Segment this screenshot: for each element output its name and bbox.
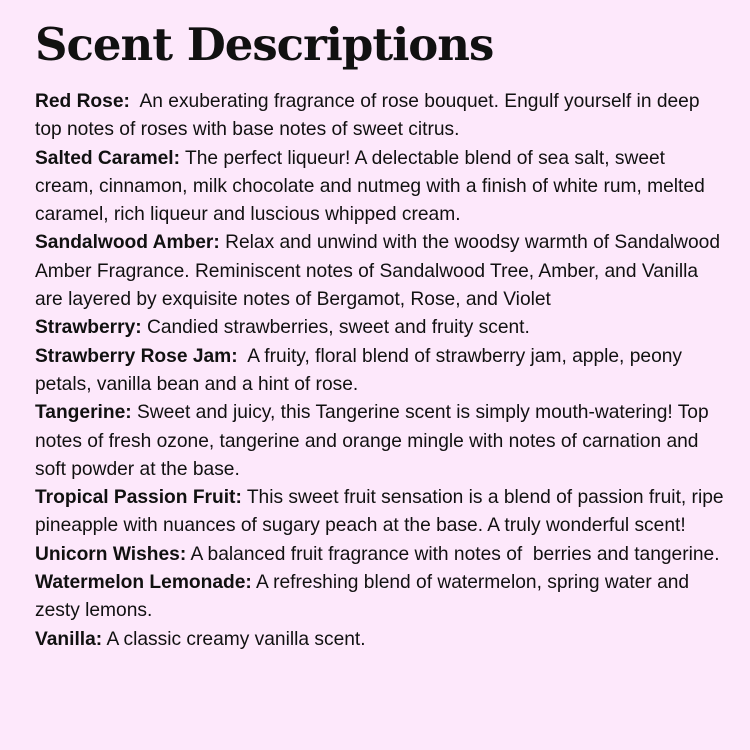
scent-name: Tropical Passion Fruit: [35, 487, 242, 509]
scent-description: A fruity, floral blend of strawberry jam, apple, peony petals, vanilla bean and a hint of rose. [35, 345, 688, 395]
scent-description: Candied strawberries, sweet and fruity scent. [141, 317, 530, 339]
scent-description: A refreshing blend of watermelon, spring water and zesty lemons. [35, 572, 695, 622]
scent-name: Sandalwood Amber: [35, 232, 220, 254]
scent-entry-watermelon-lemonade [35, 569, 725, 626]
scent-name: Vanilla: [35, 628, 103, 650]
scent-name: Salted Caramel: [35, 147, 181, 169]
scent-entry-tropical-passion-fruit [35, 484, 729, 541]
scent-entry-strawberry-rose-jam [35, 343, 725, 400]
scent-name: Strawberry: [35, 317, 142, 339]
scent-entry-sandalwood-amber [35, 229, 725, 314]
page-title: Scent Descriptions [35, 18, 494, 71]
scent-list [35, 88, 729, 654]
scent-description: The perfect liqueur! A delectable blend of sea salt, sweet cream, cinnamon, milk chocolate and nutmeg with a finish of white rum, melted caramel, rich liqueur and luscious whipped cream. [35, 147, 711, 226]
scent-name: Strawberry Rose Jam: [35, 345, 238, 367]
scent-entry-strawberry [35, 314, 725, 342]
scent-description: Sweet and juicy, this Tangerine scent is simply mouth-watering! Top notes of fresh ozone, tangerine and orange mingle with notes of carnation and soft powder at the base. [35, 402, 714, 480]
scent-description: This sweet fruit sensation is a blend of passion fruit, ripe pineapple with nuances of sugary peach at the base. A truly wonderful scent! [35, 487, 729, 537]
scent-description: An exuberating fragrance of rose bouquet. Engulf yourself in deep top notes of roses with base notes of sweet citrus. [35, 91, 705, 141]
scent-description: A balanced fruit fragrance with notes of berries and tangerine. [186, 543, 720, 565]
scent-entry-unicorn-wishes [35, 541, 725, 569]
scent-name: Tangerine: [35, 402, 132, 424]
scent-name: Unicorn Wishes: [35, 543, 187, 565]
scent-name: Red Rose: [35, 91, 130, 112]
scent-entry-tangerine [35, 399, 725, 484]
scent-description: Relax and unwind with the woodsy warmth of Sandalwood Amber Fragrance. Reminiscent notes of Sandalwood Tree, Amber, and Vanilla are layered by exquisite notes of Bergamot, Rose, and Violet [35, 232, 725, 311]
scent-descriptions-page [35, 14, 729, 654]
scent-name: Watermelon Lemonade: [35, 572, 252, 594]
scent-entry-red-rose [35, 88, 725, 145]
scent-entry-salted-caramel [35, 145, 725, 230]
scent-description: A classic creamy vanilla scent. [102, 628, 366, 650]
scent-entry-vanilla [35, 626, 725, 654]
